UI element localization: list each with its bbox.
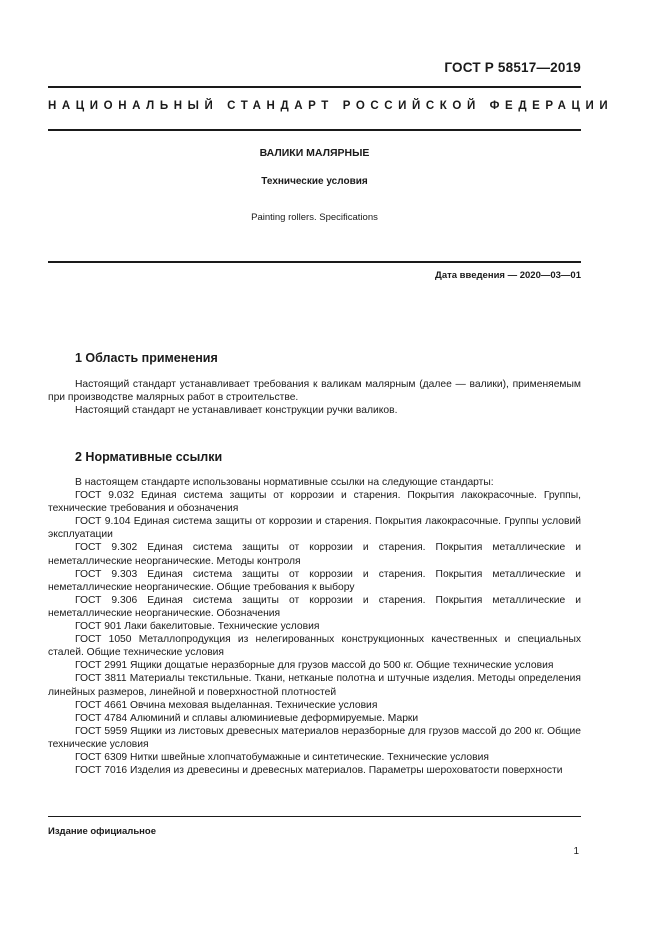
reference-item: ГОСТ 7016 Изделия из древесины и древесных материалов. Параметры шероховатости поверхности [75,765,563,777]
page-number: 1 [573,846,579,857]
standard-english-title: Painting rollers. Specifications [251,212,378,223]
section-1-paragraph: Настоящий стандарт устанавливает требования к валикам малярным (далее — валики), применяемым при производстве малярных работ в строительстве. [48,379,581,404]
standard-subtitle: Технические условия [261,176,368,187]
header-top-rule [48,86,581,88]
reference-item: ГОСТ 5959 Ящики из листовых древесных материалов неразборные для грузов массой до 200 кг. Общие технические условия [48,725,581,750]
introduction-date: Дата введения — 2020—03—01 [435,270,581,281]
reference-intro: В настоящем стандарте использованы нормативные ссылки на следующие стандарты: [75,477,494,488]
national-standard-title: НАЦИОНАЛЬНЫЙ СТАНДАРТ РОССИЙСКОЙ ФЕДЕРАЦИИ [48,100,614,112]
section-1-paragraph: Настоящий стандарт не устанавливает конструкции ручки валиков. [75,405,398,417]
section-2-body [48,476,581,777]
section-1-heading: 1 Область применения [75,351,218,365]
footer-rule [48,816,581,817]
reference-item: ГОСТ 3811 Материалы текстильные. Ткани, нетканые полотна и штучные изделия. Методы определения линейных размеров, линейной и поверхностной плотностей [48,673,581,698]
edition-label: Издание официальное [48,826,156,837]
reference-item: ГОСТ 9.303 Единая система защиты от коррозии и старения. Покрытия металлические и неметаллические неорганические. Общие требования к выбору [48,568,581,593]
standard-title: ВАЛИКИ МАЛЯРНЫЕ [259,147,370,159]
header-bottom-rule [48,129,581,131]
section-2-heading: 2 Нормативные ссылки [75,450,223,464]
reference-item: ГОСТ 1050 Металлопродукция из нелегированных конструкционных качественных и специальных сталей. Общие технические условия [48,634,581,659]
reference-item: ГОСТ 6309 Нитки швейные хлопчатобумажные и синтетические. Технические условия [75,751,489,763]
reference-item: ГОСТ 9.306 Единая система защиты от коррозии и старения. Покрытия металлические и неметаллические неорганические. Обозначения [48,594,581,619]
title-block-rule [48,261,581,263]
reference-item: ГОСТ 9.104 Единая система защиты от коррозии и старения. Покрытия лакокрасочные. Группы условий эксплуатации [48,516,581,541]
document-number: ГОСТ Р 58517—2019 [444,60,581,75]
reference-item: ГОСТ 9.032 Единая система защиты от коррозии и старения. Покрытия лакокрасочные. Группы, технические требования и обозначения [48,490,581,515]
reference-item: ГОСТ 4784 Алюминий и сплавы алюминиевые деформируемые. Марки [75,712,419,724]
reference-item: ГОСТ 9.302 Единая система защиты от коррозии и старения. Покрытия металлические и неметаллические неорганические. Методы контроля [48,542,581,567]
reference-item: ГОСТ 901 Лаки бакелитовые. Технические условия [75,621,320,633]
section-1-body [48,378,581,417]
reference-item: ГОСТ 2991 Ящики дощатые неразборные для грузов массой до 500 кг. Общие технические условия [75,660,554,672]
reference-item: ГОСТ 4661 Овчина меховая выделанная. Технические условия [75,699,378,711]
